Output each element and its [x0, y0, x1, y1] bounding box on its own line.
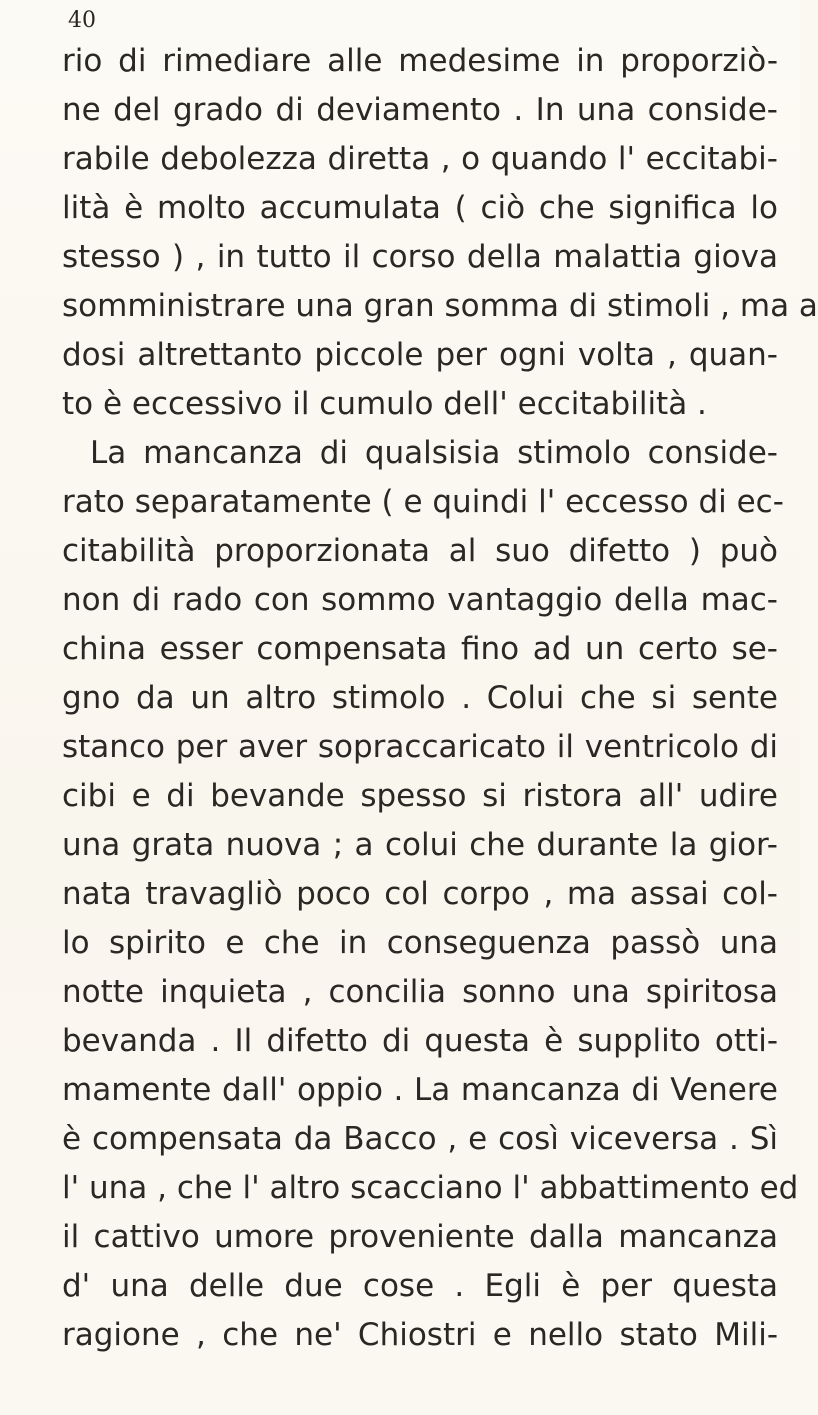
page-number: 40	[68, 8, 96, 33]
text-line: La mancanza di qualsisia stimolo conside-	[90, 435, 778, 471]
text-line: una grata nuova ; a colui che durante la gior-	[62, 827, 778, 863]
text-line: mamente dall' oppio . La mancanza di Venere	[62, 1072, 778, 1108]
text-line: lità è molto accumulata ( ciò che significa lo	[62, 190, 778, 226]
text-line: china esser compensata fino ad un certo se-	[62, 631, 778, 667]
text-line: d' una delle due cose . Egli è per questa	[62, 1268, 778, 1304]
text-line: bevanda . Il difetto di questa è supplito otti-	[62, 1023, 778, 1059]
text-line: dosi altrettanto piccole per ogni volta , quan-	[62, 337, 778, 373]
text-line: il cattivo umore proveniente dalla mancanza	[62, 1219, 778, 1255]
text-line: stesso ) , in tutto il corso della malattia giova	[62, 239, 778, 275]
text-line: è compensata da Bacco , e così viceversa . Sì	[62, 1121, 778, 1157]
text-line: nata travagliò poco col corpo , ma assai col-	[62, 876, 778, 912]
text-line: cibi e di bevande spesso si ristora all' udire	[62, 778, 778, 814]
text-line: ne del grado di deviamento . In una conside-	[62, 92, 778, 128]
text-line: gno da un altro stimolo . Colui che si sente	[62, 680, 778, 716]
text-line: citabilità proporzionata al suo difetto ) può	[62, 533, 778, 569]
text-line: l' una , che l' altro scacciano l' abbattimento ed	[62, 1170, 799, 1206]
text-line: rio di rimediare alle medesime in proporziò-	[62, 43, 778, 79]
text-line: ragione , che ne' Chiostri e nello stato Mili-	[62, 1317, 778, 1353]
text-line: non di rado con sommo vantaggio della mac-	[62, 582, 778, 618]
text-line: lo spirito e che in conseguenza passò una	[62, 925, 778, 961]
text-line: rato separatamente ( e quindi l' eccesso di ec-	[62, 484, 784, 520]
text-line: notte inquieta , concilia sonno una spiritosa	[62, 974, 778, 1010]
text-line: stanco per aver sopraccaricato il ventricolo di	[62, 729, 778, 765]
text-line: to è eccessivo il cumulo dell' eccitabilità .	[62, 386, 707, 422]
text-line: rabile debolezza diretta , o quando l' eccitabi-	[62, 141, 778, 177]
text-line: somministrare una gran somma di stimoli , ma a	[62, 288, 818, 324]
